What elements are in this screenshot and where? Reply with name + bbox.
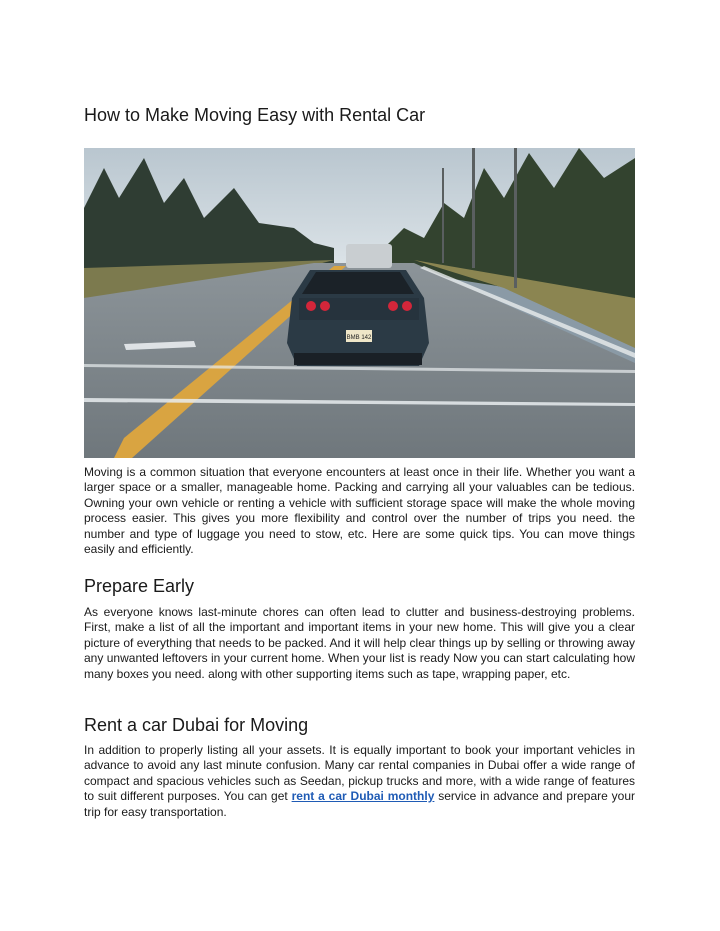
rent-a-car-text-after: service in advance and prepare your trip for easy transportation. xyxy=(84,789,635,819)
rent-a-car-paragraph xyxy=(84,743,635,820)
car-illustration xyxy=(287,270,429,366)
prepare-early-paragraph: As everyone knows last-minute chores can often lead to clutter and business-destroying problems. First, make a list of all the important and important items in your new home. This will give you a clear picture of everything that needs to be packed. And it will help clear things up by selling or throwing away any unwanted leftovers in your current home. When your list is ready Now you can start calculating how many boxes you need. along with other supporting items such as tape, wrapping paper, etc. xyxy=(84,605,635,681)
rent-a-car-dubai-monthly-link[interactable]: rent a car Dubai monthly xyxy=(291,789,435,804)
section-heading-rent-a-car: Rent a car Dubai for Moving xyxy=(84,715,309,735)
page-title: How to Make Moving Easy with Rental Car xyxy=(84,105,426,125)
car-on-road-photo xyxy=(84,148,635,458)
section-heading-prepare-early: Prepare Early xyxy=(84,576,195,596)
intro-paragraph: Moving is a common situation that everyone encounters at least once in their life. Whether you want a larger space or a smaller, manageable home. Packing and carrying all your valuables can be tedious. Owning your own vehicle or renting a vehicle with sufficient storage space will make the whole moving process easier. This gives you more flexibility and control over the number of trips you need. the number and type of luggage you need to stow, etc. Here are some quick tips. You can move things easily and efficiently. xyxy=(84,465,635,557)
svg-text:BMB 142: BMB 142 xyxy=(346,335,372,341)
rent-a-car-text-before: In addition to properly listing all your assets. It is equally important to book your important vehicles in advance to avoid any last minute confusion. Many car rental companies in Dubai offer a wide range of compact and spacious vehicles such as Seedan, pickup trucks and more, with a wide range of features to suit different purposes. You can get xyxy=(84,743,635,804)
